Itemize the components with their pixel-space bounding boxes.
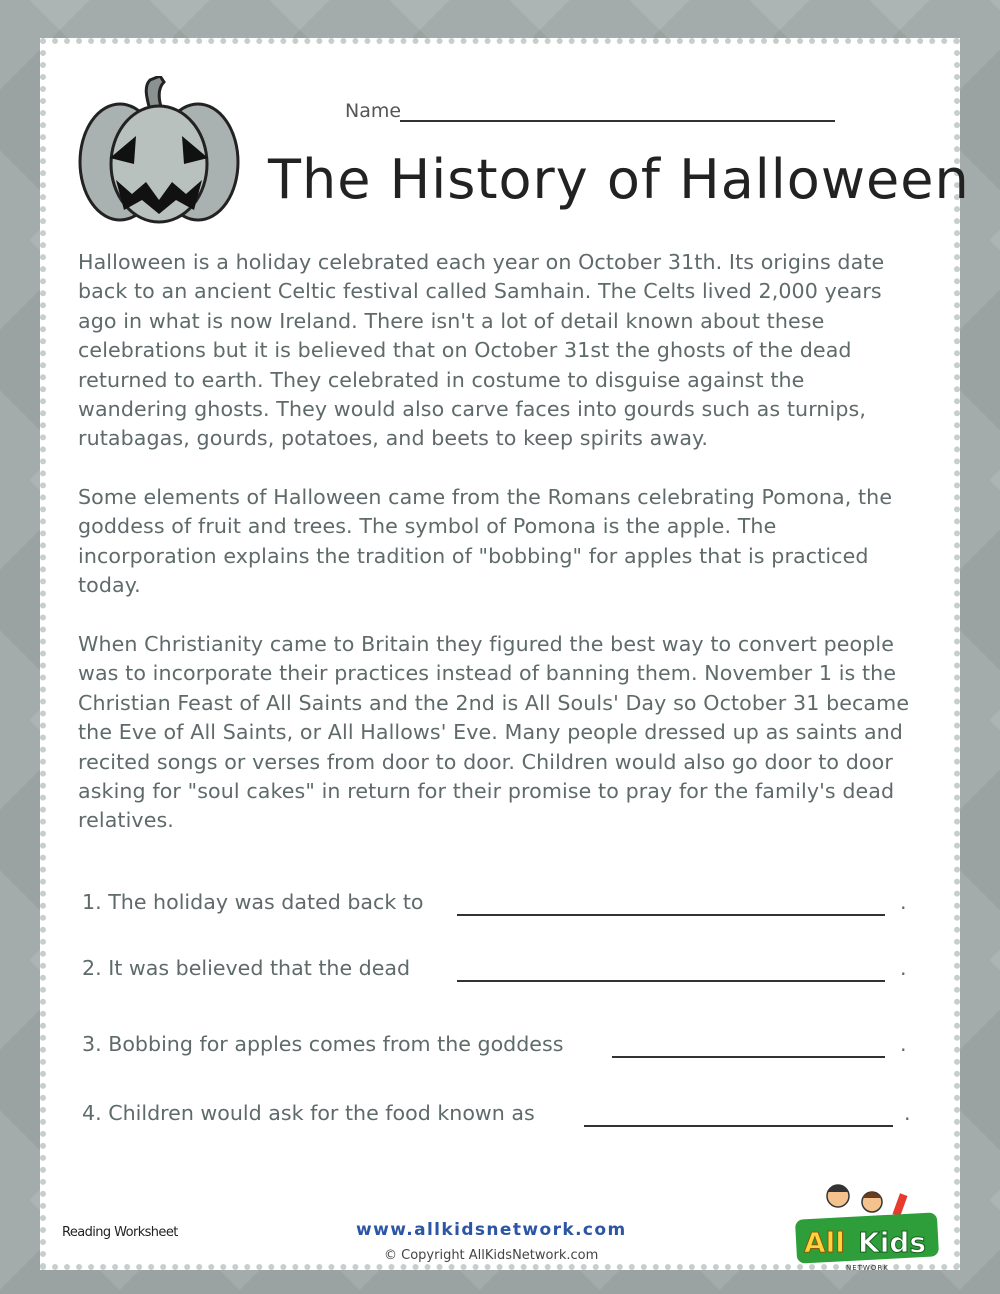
jack-o-lantern-icon [76,76,242,224]
question-text: 3. Bobbing for apples comes from the goddess [82,1032,564,1056]
copyright-text: © Copyright AllKidsNetwork.com [384,1248,599,1263]
question-text: 4. Children would ask for the food known as [82,1101,535,1125]
question-end: . [900,1032,907,1056]
name-line[interactable] [400,120,835,122]
worksheet-type-label: Reading Worksheet [62,1225,178,1240]
answer-line[interactable] [612,1056,885,1058]
logo-word-2: Kids [858,1226,927,1259]
logo-word-1: All [804,1226,845,1259]
question-text: 1. The holiday was dated back to [82,890,424,914]
question-1 [82,890,912,920]
website-link[interactable]: www.allkidsnetwork.com [356,1220,627,1240]
question-3 [82,1032,912,1062]
question-4 [82,1101,912,1131]
paragraph-pomona: Some elements of Halloween came from the Romans celebrating Pomona, the goddess of fruit and trees. The symbol of Pomona is the apple. The incorporation explains the tradition of "bobbing" for apples that is practiced today. [78,485,893,598]
paragraph-christianity: When Christianity came to Britain they figured the best way to convert people was to incorporate their practices instead of banning them. November 1 is the Christian Feast of All Saints and the 2nd is All Souls' Day so October 31 became the Eve of All Saints, or All Hallows' Eve. Many people dressed up as saints and recited songs or verses from door to door. Children would also go door to door asking for "soul cakes" in return for their promise to pray for the family's dead relatives. [78,632,910,833]
paragraph-celtic-origins: Halloween is a holiday celebrated each year on October 31th. Its origins date back to an ancient Celtic festival called Samhain. The Celts lived 2,000 years ago in what is now Ireland. There isn't a lot of detail known about these celebrations but it is believed that on October 31st the ghosts of the dead returned to earth. They celebrated in costume to disguise against the wandering ghosts. They would also carve faces into gourds such as turnips, rutabagas, gourds, potatoes, and beets to keep spirits away. [78,250,885,451]
answer-line[interactable] [457,914,885,916]
allkids-logo [792,1180,942,1274]
name-label: Name [345,100,402,122]
question-2 [82,956,912,986]
answer-line[interactable] [584,1125,893,1127]
page-title: The History of Halloween [268,148,970,211]
question-text: 2. It was believed that the dead [82,956,411,980]
question-end: . [900,890,907,914]
question-end: . [900,956,907,980]
logo-tagline: NETWORK [846,1264,889,1272]
name-field[interactable] [345,100,835,126]
answer-line[interactable] [457,980,885,982]
question-end: . [904,1101,911,1125]
